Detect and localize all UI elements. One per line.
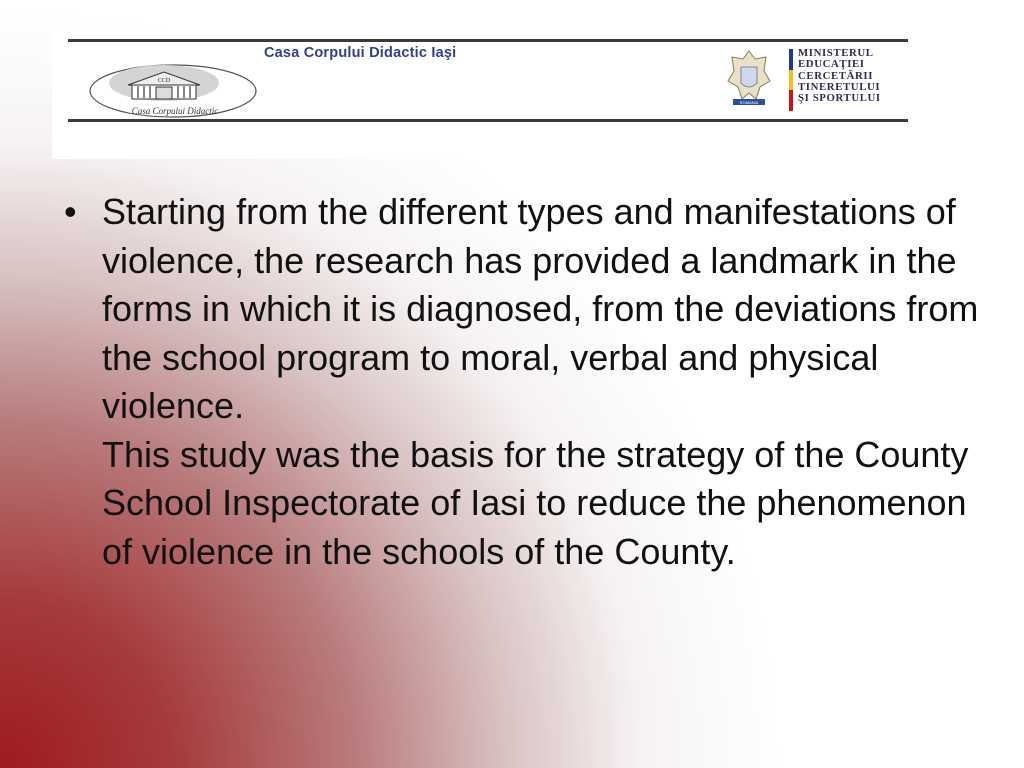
bullet-text xyxy=(102,188,984,576)
ministry-line: EDUCAŢIEI xyxy=(798,58,865,71)
bullet-dot: • xyxy=(64,191,77,232)
logo-caption: Casa Corpului Didactic xyxy=(131,106,219,116)
ministry-line: CERCETĂRII xyxy=(798,69,873,82)
org-title: Casa Corpului Didactic Iaşi xyxy=(264,45,457,61)
bullet-item xyxy=(64,188,984,576)
header-banner xyxy=(52,29,972,159)
flag-blue xyxy=(789,49,793,70)
ministry-name xyxy=(798,48,881,104)
header-top-rule xyxy=(68,39,908,42)
romanian-flag-stripe xyxy=(789,49,793,111)
ministry-line: MINISTERUL xyxy=(798,47,874,59)
logo-badge-text: CCD xyxy=(157,78,171,84)
paragraph-1: Starting from the different types and manifestations of violence, the research has provided a landmark in the forms in which it is diagnosed, from the deviations from the school program to moral, verbal and physical violence. xyxy=(102,191,979,426)
slide-body xyxy=(64,188,984,576)
flag-yellow xyxy=(789,70,793,91)
header-bottom-rule xyxy=(68,119,908,122)
crest-label: ROMANIA xyxy=(739,100,759,105)
flag-red xyxy=(789,90,793,111)
ministry-line: TINERETULUI xyxy=(798,80,881,93)
ministry-line: ŞI SPORTULUI xyxy=(798,92,881,105)
coat-of-arms-icon xyxy=(724,47,774,109)
paragraph-2: This study was the basis for the strategy of the County School Inspectorate of Iasi to reduce the phenomenon of violence in the schools of the County. xyxy=(102,433,969,572)
